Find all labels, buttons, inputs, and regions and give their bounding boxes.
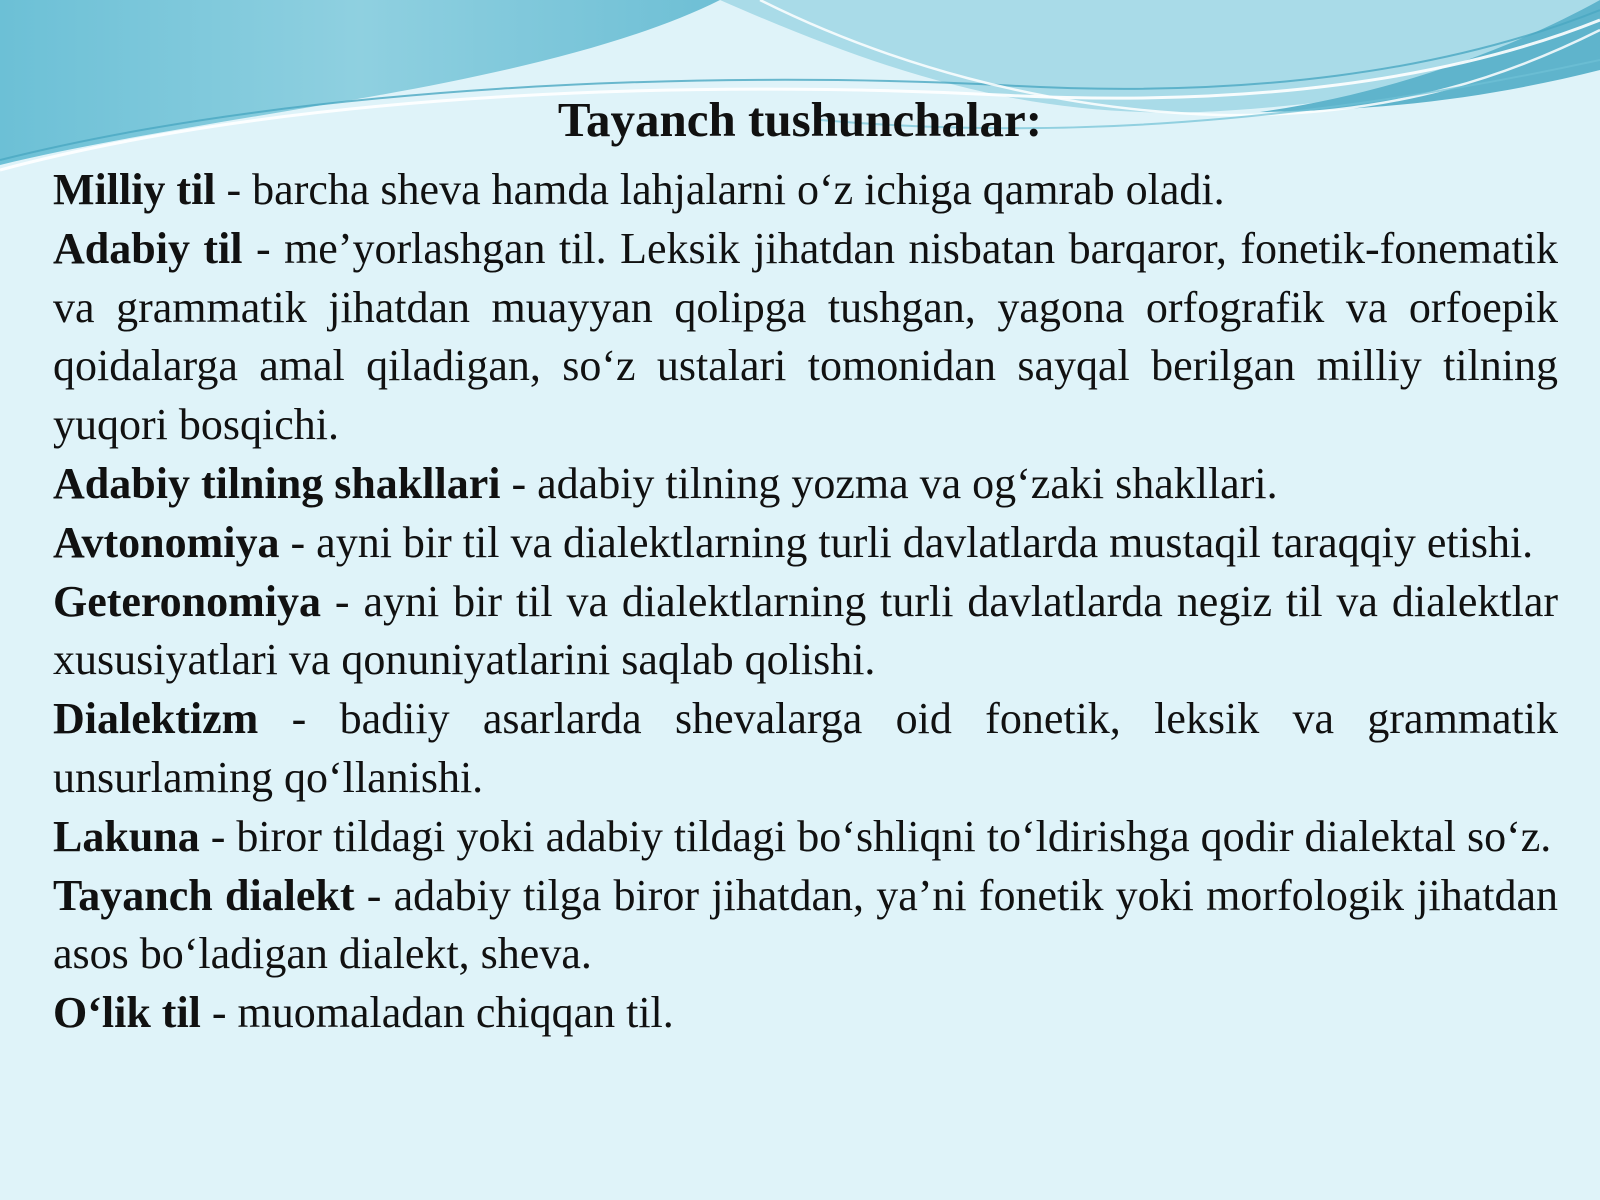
term-definition: - ayni bir til va dialektlarning turli davlatlarda negiz til va dialektlar xususiyatlari va qonuniyatlarini saqlab qolishi. <box>53 576 1558 685</box>
term-entry-olik-til <box>53 984 1558 1043</box>
term-entry-tayanch-dialekt <box>53 867 1558 985</box>
slide-title: Tayanch tushunchalar: <box>557 92 1043 147</box>
term-name: Lakuna <box>53 811 200 861</box>
term-entry-dialektizm <box>53 690 1558 808</box>
term-entry-avtonomiya <box>53 514 1558 573</box>
term-entry-adabiy-til <box>53 220 1558 455</box>
term-name: O‘lik til <box>53 988 201 1038</box>
term-name: Adabiy tilning shakllari <box>53 458 501 508</box>
term-definition: - adabiy tilga biror jihatdan, ya’ni fonetik yoki morfologik jihatdan asos bo‘ladigan dialekt, sheva. <box>53 870 1558 979</box>
term-definition: - ayni bir til va dialektlarning turli davlatlarda mustaqil taraqqiy etishi. <box>279 517 1534 567</box>
term-definition: - biror tildagi yoki adabiy tildagi bo‘shliqni to‘ldirishga qodir dialektal so‘z. <box>199 811 1552 861</box>
term-list <box>53 161 1558 1043</box>
term-entry-adabiy-tilning-shakllari <box>53 455 1558 514</box>
term-definition: - me’yorlashgan til. Leksik jihatdan nisbatan barqaror, fonetik-fonematik va grammatik jihatdan muayyan qolipga tushgan, yagona orfografik va orfoepik qoidalarga amal qiladigan, so‘z ustalari tomonidan sayqal berilgan milliy tilning yuqori bosqichi. <box>53 223 1558 450</box>
term-entry-milliy-til <box>53 161 1558 220</box>
term-name: Adabiy til <box>53 223 243 273</box>
term-name: Geteronomiya <box>53 576 322 626</box>
term-definition: - adabiy tilning yozma va og‘zaki shakllari. <box>500 458 1278 508</box>
term-entry-geteronomiya <box>53 573 1558 691</box>
term-name: Tayanch dialekt <box>53 870 355 920</box>
term-name: Milliy til <box>53 165 216 214</box>
term-definition: - muomaladan chiqqan til. <box>200 988 674 1038</box>
term-name: Avtonomiya <box>53 517 280 567</box>
term-definition: - badiiy asarlarda shevalarga oid fonetik, leksik va grammatik unsurlaming qo‘llanishi. <box>53 694 1558 802</box>
term-name: Dialektizm <box>53 694 259 744</box>
term-definition: - barcha sheva hamda lahjalarni o‘z ichiga qamrab oladi. <box>215 165 1225 214</box>
term-entry-lakuna <box>53 808 1558 867</box>
